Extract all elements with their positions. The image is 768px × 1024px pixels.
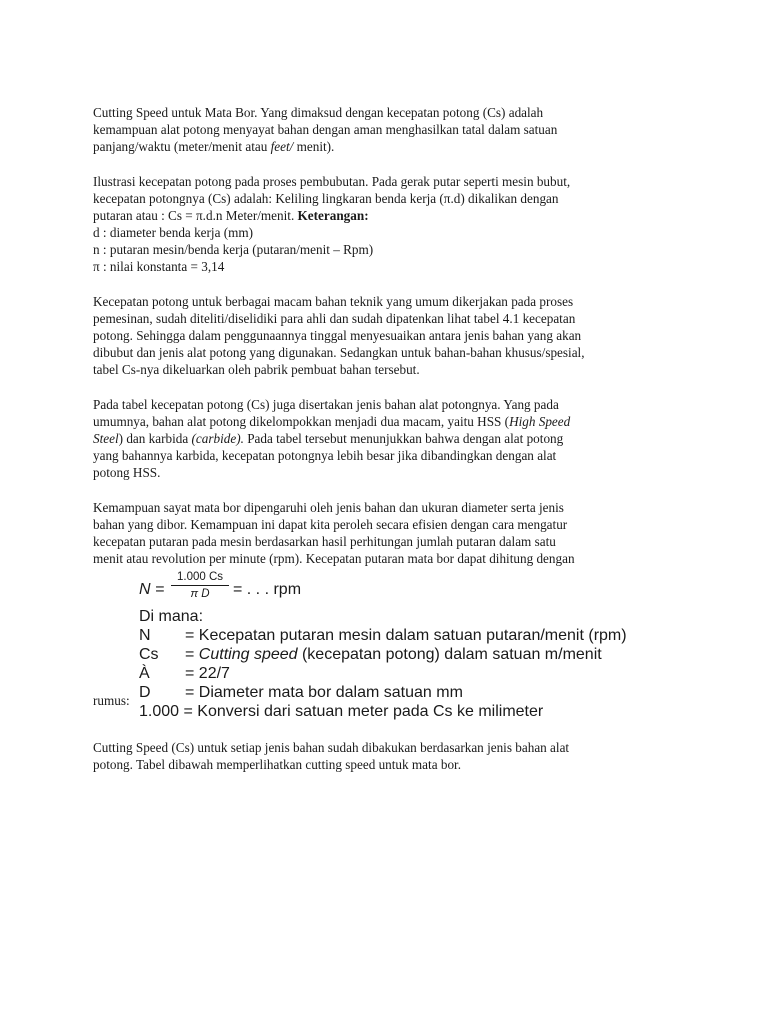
fraction-denominator: π D bbox=[190, 588, 210, 600]
rpm-equation: N = $\frac{1.000 Cs}{\text{π D}}$ = . . . rpm bbox=[139, 571, 302, 600]
paragraph-cutting-speed-intro: Cutting Speed untuk Mata Bor. Yang dimaksud dengan kecepatan potong (Cs) adalah kemampuan alat potong menyayat bahan dengan aman menghasilkan tatal dalam satuan panjang/waktu (meter/menit atau feet/ menit). bbox=[93, 105, 558, 154]
fraction-numerator: 1.000 Cs bbox=[171, 571, 229, 586]
fraction bbox=[171, 571, 229, 600]
dimana-heading: Di mana: bbox=[139, 608, 204, 625]
rumus-label: rumus: bbox=[93, 693, 130, 708]
paragraph-material-speeds: Kecepatan potong untuk berbagai macam bahan teknik yang umum dikerjakan pada proses pemesinan, sudah diteliti/diselidiki para ahli dan sudah dipatenkan lihat tabel 4.1 kecepatan potong. Sehingga dalam penggunaannya tinggal menyesuaikan antara jenis bahan yang akan dibubut dan jenis alat potong yang digunakan. Sedangkan untuk bahan-bahan khusus/spesial, tabel Cs-nya dikeluarkan oleh pabrik pembuat bahan tersebut. bbox=[93, 294, 585, 377]
formula-row-n: N = Kecepatan putaran mesin dalam satuan putaran/menit (rpm) bbox=[139, 627, 627, 644]
paragraph-table-intro: Cutting Speed (Cs) untuk setiap jenis bahan sudah dibakukan berdasarkan jenis bahan alat potong. Tabel dibawah memperlihatkan cutting speed untuk mata bor. bbox=[93, 740, 570, 772]
formula-row-pi: À = 22/7 bbox=[139, 665, 230, 682]
formula-row-d: D = Diameter mata bor dalam satuan mm bbox=[139, 684, 463, 701]
paragraph-tool-materials: Pada tabel kecepatan potong (Cs) juga disertakan jenis bahan alat potongnya. Yang pada umumnya, bahan alat potong dikelompokkan menjadi dua macam, yaitu HSS (High Speed Steel) dan karbida (carbide). Pada tabel tersebut menunjukkan bahwa dengan alat potong yang bahannya karbida, kecepatan potongnya lebih besar jika dibandingkan dengan alat potong HSS. bbox=[93, 397, 571, 480]
keterangan-label: Keterangan: bbox=[297, 208, 369, 223]
rpm-formula-image bbox=[139, 571, 659, 721]
paragraph-illustration: Ilustrasi kecepatan potong pada proses pembubutan. Pada gerak putar seperti mesin bubut, kecepatan potongnya (Cs) adalah: Keliling lingkaran benda kerja (π.d) dikalikan dengan putaran atau : Cs = π.d.n Meter/menit. Keterangan: d : diameter benda kerja (mm) n : putaran mesin/benda kerja (putaran/menit – Rpm) π : nilai konstanta = 3,14 bbox=[93, 173, 683, 275]
formula-row-conversion: 1.000 = Konversi dari satuan meter pada Cs ke milimeter bbox=[139, 703, 544, 720]
formula-section bbox=[93, 571, 683, 721]
definition-n: n : putaran mesin/benda kerja (putaran/menit – Rpm) bbox=[93, 242, 374, 257]
definition-pi: π : nilai konstanta = 3,14 bbox=[93, 259, 225, 274]
paragraph-drill-capability: Kemampuan sayat mata bor dipengaruhi oleh jenis bahan dan ukuran diameter serta jenis bahan yang dibor. Kemampuan ini dapat kita peroleh secara efisien dengan cara mengatur kecepatan putaran pada mesin berdasarkan hasil perhitungan jumlah putaran dalam satu menit atau revolution per minute (rpm). Kecepatan putaran mata bor dapat dihitung dengan bbox=[93, 500, 575, 566]
definition-d: d : diameter benda kerja (mm) bbox=[93, 225, 254, 240]
formula-row-cs: Cs = Cutting speed (kecepatan potong) dalam satuan m/menit bbox=[139, 646, 602, 663]
document-page bbox=[93, 104, 683, 791]
